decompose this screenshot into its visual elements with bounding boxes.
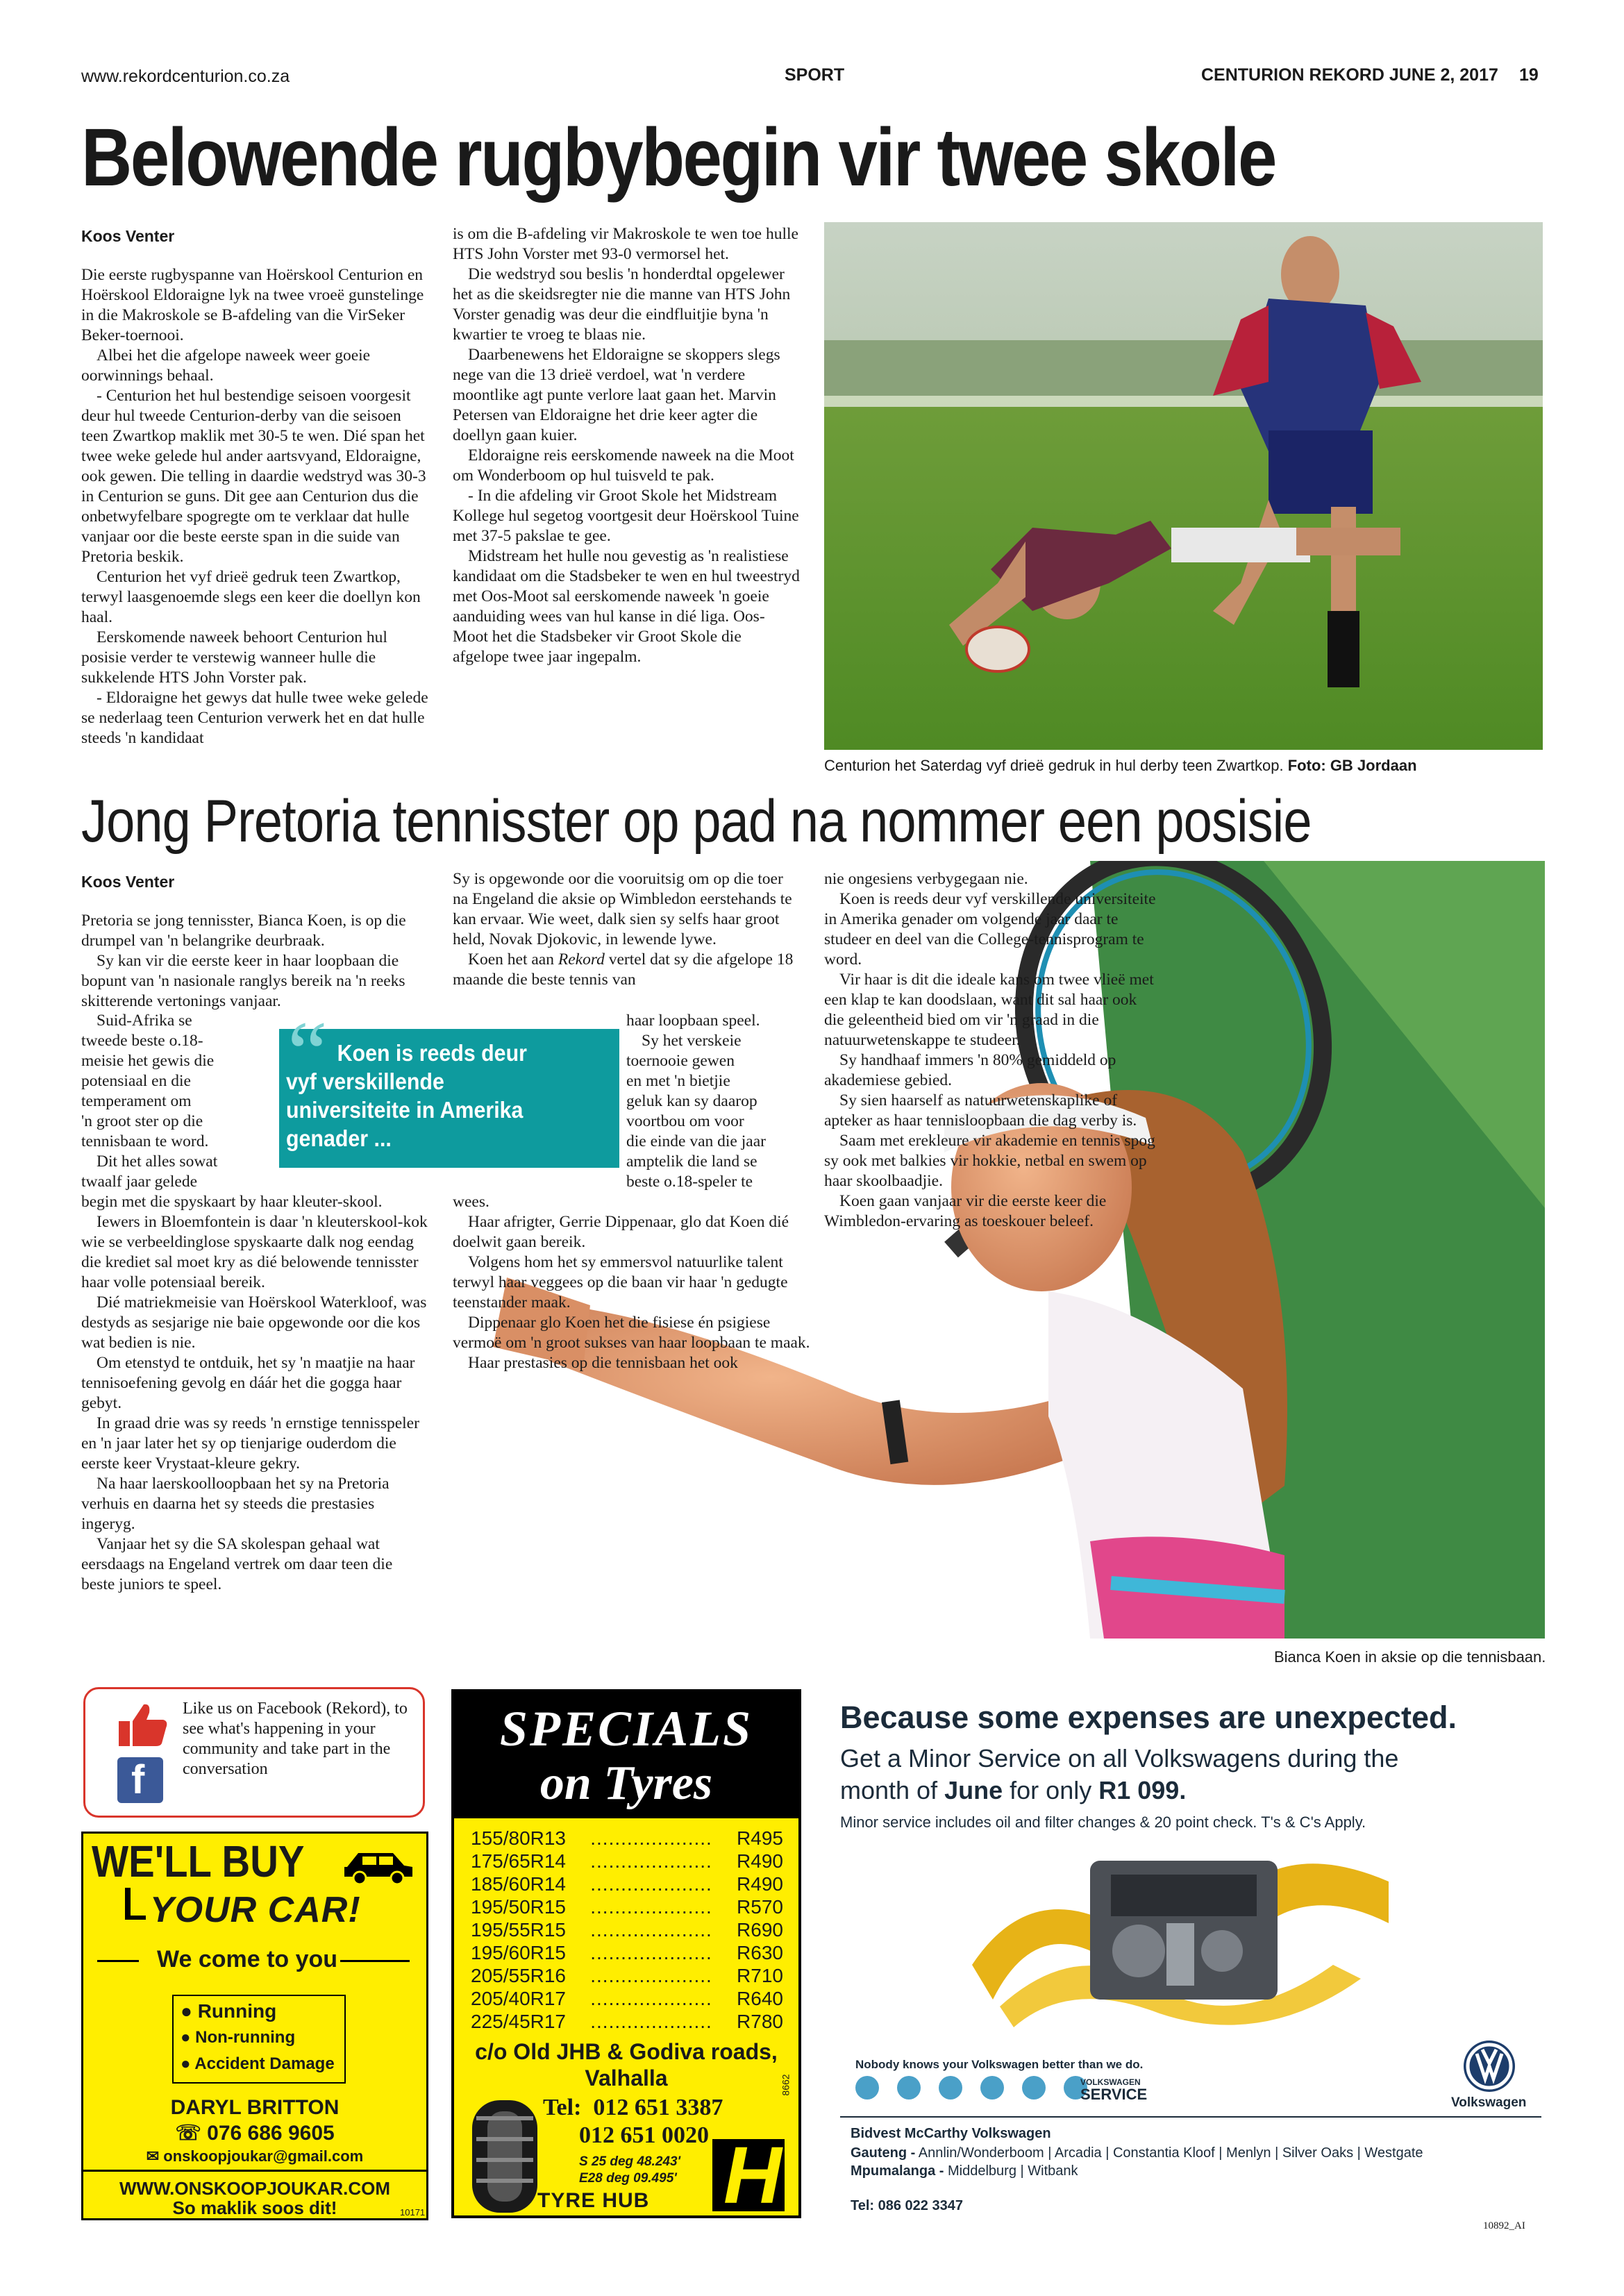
line: tweede beste o.18- bbox=[81, 1032, 203, 1050]
tyres-title-2: on Tyres bbox=[539, 1757, 713, 1810]
tennis-photo-caption: Bianca Koen in aksie op die tennisbaan. bbox=[1274, 1648, 1546, 1666]
photo-credit: Foto: GB Jordaan bbox=[1287, 757, 1417, 774]
paragraph: Albei het die afgelope naweek weer goeie oorwinnings behaal. bbox=[81, 346, 371, 385]
tyre-icon bbox=[467, 2097, 543, 2215]
tyre-row: 195/50R15 .................... R570 bbox=[471, 1896, 783, 1918]
line: haar loopbaan speel. bbox=[626, 1012, 760, 1030]
paragraph: Sy handhaaf immers 'n 80% gemiddeld op akademiese gebied. bbox=[824, 1051, 1116, 1089]
buy-car-contact-name: DARYL BRITTON bbox=[170, 2096, 340, 2119]
section-label: SPORT bbox=[785, 65, 845, 85]
line: twaalf jaar gelede bbox=[81, 1173, 198, 1191]
article1-byline: Koos Venter bbox=[81, 227, 175, 245]
paragraph: wees. bbox=[453, 1193, 489, 1211]
tyres-address-1: c/o Old JHB & Godiva roads, bbox=[475, 2039, 778, 2064]
article2-column-2-narrow bbox=[626, 1011, 814, 1192]
facebook-box-text: Like us on Facebook (Rekord), to see what's happening in your community and take part in the conversation bbox=[183, 1700, 408, 1778]
bullet-item: ● Running bbox=[181, 2000, 277, 2022]
buy-car-bullets bbox=[172, 1995, 346, 2084]
vw-service-icons bbox=[855, 2076, 1105, 2103]
vw-tagline: Nobody knows your Volkswagen better than we do. bbox=[855, 2058, 1144, 2071]
pull-quote bbox=[279, 1003, 619, 1168]
buy-car-website[interactable]: WWW.ONSKOOPJOUKAR.COM bbox=[119, 2178, 390, 2199]
paragraph: Vanjaar het sy die SA skolespan gehaal wat eersdaags na Engeland vertrek om daar teen die beste juniors te speel. bbox=[81, 1535, 393, 1593]
vw-phone[interactable]: Tel: 086 022 3347 bbox=[851, 2198, 963, 2213]
text-run: vertel dat sy die afgelope 18 maande die beste tennis van bbox=[453, 950, 794, 989]
publication-date: CENTURION REKORD JUNE 2, 2017 bbox=[1201, 65, 1498, 85]
buy-car-email[interactable]: ✉ onskoopjoukar@gmail.com bbox=[146, 2147, 364, 2165]
line: die einde van die jaar bbox=[626, 1132, 766, 1150]
tyre-row: 195/55R15 .................... R690 bbox=[471, 1919, 783, 1941]
tyres-address-2: Valhalla bbox=[585, 2065, 668, 2090]
article2-column-2-top bbox=[453, 869, 800, 990]
volkswagen-logo bbox=[1462, 2038, 1517, 2094]
paragraph: Dié matriekmeisie van Hoërskool Waterkloof, was destyds as sesjarige nie baie opgewonde oor die kos wat bedien is nie. bbox=[81, 1293, 427, 1352]
bullet-item: ● Non-running bbox=[181, 2028, 296, 2047]
article2-column-2-rest bbox=[453, 1192, 814, 1373]
paragraph: Die wedstryd sou beslis 'n honderdtal opgelewer het as die skeidsregter nie die manne van HTS John Vorster genadig was deur die eindfluitjie byna 'n kwartier te vroeg te blaas nie. bbox=[453, 265, 791, 344]
buy-car-tagline: So maklik soos dit! bbox=[172, 2197, 337, 2218]
thumbs-up-icon bbox=[113, 1700, 169, 1749]
tyre-row: 185/60R14 .................... R490 bbox=[471, 1873, 783, 1895]
article2-column-3 bbox=[824, 869, 1157, 1232]
vw-small-print: Minor service includes oil and filter changes & 20 point check. T's & C's Apply. bbox=[840, 1813, 1366, 1831]
line: 'n groot ster op die bbox=[81, 1112, 203, 1130]
vw-sub-2: month of June for only R1 099. bbox=[840, 1776, 1187, 1804]
line: potensiaal en die bbox=[81, 1072, 191, 1090]
line: Dit het alles sowat bbox=[97, 1153, 218, 1171]
caption-text: Centurion het Saterdag vyf drieë gedruk in hul derby teen Zwartkop. bbox=[824, 757, 1284, 774]
paragraph: Haar afrigter, Gerrie Dippenaar, glo dat Koen dié doelwit gaan bereik. bbox=[453, 1213, 789, 1251]
line: Suid-Afrika se bbox=[97, 1012, 192, 1030]
article1-column-1 bbox=[81, 265, 428, 748]
line: geluk kan sy daarop bbox=[626, 1092, 757, 1110]
tyre-row: 195/60R15 .................... R630 bbox=[471, 1942, 783, 1963]
paragraph: Sy sien haarself as natuurwetenskaplike of apteker as haar tennisloopbaan die dag verby is. bbox=[824, 1091, 1137, 1130]
paragraph: Pretoria se jong tennisster, Bianca Koen, is op die drumpel van 'n belangrike deurbraak. bbox=[81, 912, 406, 950]
article2-headline: Jong Pretoria tennisster op pad na nommer een posisie bbox=[81, 788, 1312, 855]
paragraph: Vir haar is dit die ideale kans om twee vlieë met een klap te kan doodslaan, want dit sal haar ook die geleentheid bied om vir 'n graad in die natuurwetenskappe te studeer. bbox=[824, 971, 1154, 1049]
tyre-row: 155/80R13 .................... R495 bbox=[471, 1827, 783, 1849]
paragraph: Iewers in Bloemfontein is daar 'n kleuterskool-kok wie se verbeeldinglose spyskaarte dalk nog eendag die krediet sal moet kry as dié belowende tennisster haar volle potensiaal bereik. bbox=[81, 1213, 428, 1291]
tyre-hub-logo: H bbox=[710, 2136, 787, 2214]
tyre-row: 225/45R17 .................... R780 bbox=[471, 2011, 783, 2032]
rugby-photo-illustration bbox=[824, 222, 1543, 750]
article1-headline: Belowende rugbybegin vir twee skole bbox=[81, 112, 1275, 203]
paragraph: is om die B-afdeling vir Makroskole te wen toe hulle HTS John Vorster met 93-0 vermorsel het. bbox=[453, 225, 798, 263]
buy-car-phone[interactable]: ☏ 076 686 9605 bbox=[175, 2122, 335, 2145]
tyres-phone-1[interactable]: Tel: 012 651 3387 bbox=[543, 2095, 723, 2120]
line: toernooie gewen bbox=[626, 1052, 735, 1070]
paragraph bbox=[453, 950, 800, 990]
wrench-icon bbox=[897, 2076, 921, 2100]
paragraph: In graad drie was sy reeds 'n ernstige tennisspeler en 'n jaar later het sy op tienjarige ouderdom die eerste keer Vrystaat-kleure gekry. bbox=[81, 1414, 419, 1473]
line: temperament om bbox=[81, 1092, 192, 1110]
vw-dealer: Bidvest McCarthy Volkswagen bbox=[851, 2126, 1051, 2141]
vw-ref: 10892_AI bbox=[1483, 2220, 1525, 2231]
vw-mpumalanga-branches: Mpumalanga - Middelburg | Witbank bbox=[851, 2163, 1078, 2179]
tyres-ad bbox=[451, 1689, 801, 2218]
line: voortbou om voor bbox=[626, 1112, 744, 1130]
paragraph: Die eerste rugbyspanne van Hoërskool Centurion en Hoërskool Eldoraigne lyk na twee vroeë gunstelinge in die Makroskole se B-afdeling van die VirSeker Beker-toernooi. bbox=[81, 266, 424, 344]
buy-car-ref: 10171 bbox=[400, 2207, 426, 2218]
vw-engine-illustration bbox=[972, 1840, 1389, 2041]
paragraph: begin met die spyskaart by haar kleuter-skool. bbox=[81, 1193, 383, 1211]
article2-byline: Koos Venter bbox=[81, 873, 175, 891]
tyres-brand: TYRE HUB bbox=[537, 2189, 650, 2212]
vw-logo-text: Volkswagen bbox=[1451, 2095, 1527, 2110]
paragraph: Om etenstyd te ontduik, het sy 'n maatjie na haar tennisoefening gevolg en dáár het die gogga haar gebyt. bbox=[81, 1354, 415, 1412]
tyres-title-1: SPECIALS bbox=[499, 1701, 753, 1757]
tyres-price-list bbox=[471, 1827, 783, 2033]
bullet-item: ● Accident Damage bbox=[181, 2054, 335, 2073]
paragraph: Sy kan vir die eerste keer in haar loopbaan die bopunt van 'n nasionale ranglys bereik na 'n reeks skitterende vertonings vanjaar. bbox=[81, 952, 405, 1010]
buy-car-line1: WE'LL BUY bbox=[92, 1836, 305, 1886]
publication-name: Rekord bbox=[558, 950, 605, 969]
line: Sy het verskeie bbox=[642, 1032, 742, 1050]
vw-service-label-2: SERVICE bbox=[1080, 2086, 1148, 2103]
buy-car-line3: We come to you bbox=[157, 1946, 338, 1972]
paragraph: Daarbenewens het Eldoraigne se skoppers slegs nege van die 13 drieë verdoel, wat 'n verdere moontlike agt punte verlore laat gaan het. Marvin Petersen van Eldoraigne het drie keer agter die doellyn gaan kuier. bbox=[453, 346, 780, 444]
pull-quote-text: Koen is reeds deur vyf verskillende universiteite in Amerika genader ... bbox=[286, 1040, 527, 1151]
heart-icon bbox=[939, 2076, 962, 2100]
paragraph: Saam met erekleure vir akademie en tennis spog sy ook met balkies vir hokkie, netbal en swem op haar skoolbaadjie. bbox=[824, 1132, 1155, 1190]
tyre-row: 205/40R17 .................... R640 bbox=[471, 1988, 783, 2009]
facebook-icon[interactable]: f bbox=[117, 1757, 163, 1803]
buy-car-ad bbox=[81, 1832, 428, 2220]
paragraph: Midstream het hulle nou gevestig as 'n realistiese kandidaat om die Stadsbeker te wen en hul tweestryd met Oos-Moot sal eerskomende naweek 'n goeie aanduiding wees van hul kanse in dié liga. Oos-Moot het die Stadsbeker vir Groot Skole die afgelope twee jaar ingepalm. bbox=[453, 547, 800, 666]
line: beste o.18-speler te bbox=[626, 1173, 753, 1191]
tyres-coord-1: S 25 deg 48.243' bbox=[579, 2154, 681, 2169]
quote-mark-icon: “ bbox=[287, 1003, 328, 1103]
tyres-coord-2: E28 deg 09.495' bbox=[579, 2171, 677, 2186]
paragraph: Volgens hom het sy emmersvol natuurlike talent terwyl haar veggees op die baan vir haar 'n gedugte teenstander maak. bbox=[453, 1253, 788, 1312]
tyres-ref: 8662 bbox=[780, 2074, 792, 2096]
vw-sub-1: Get a Minor Service on all Volkswagens during the bbox=[840, 1744, 1399, 1773]
rugby-photo-caption bbox=[824, 757, 1417, 775]
buy-car-line2: YOUR CAR! bbox=[150, 1890, 361, 1930]
paragraph: Dippenaar glo Koen het die fisiese én psigiese vermoë om 'n groot sukses van haar loopbaan te maak. bbox=[453, 1314, 810, 1352]
paragraph: nie ongesiens verbygegaan nie. bbox=[824, 870, 1028, 888]
checkmark-icon bbox=[855, 2076, 879, 2100]
article1-column-2 bbox=[453, 224, 800, 667]
facebook-box[interactable] bbox=[83, 1687, 425, 1818]
article2-column-1-top bbox=[81, 911, 428, 1012]
page-number: 19 bbox=[1519, 65, 1539, 85]
paragraph: Koen is reeds deur vyf verskillende universiteite in Amerika genader om volgende jaar daar te studeer en deel van die College-tennisprogram te word. bbox=[824, 890, 1156, 969]
line: en met 'n bietjie bbox=[626, 1072, 730, 1090]
paragraph: Sy is opgewonde oor die vooruitsig om op die toer na Engeland die aksie op Wimbledon eerstehands te kan ervaar. Wie weet, dalk sien sy selfs haar groot held, Novak Djokovic, in lewende lywe. bbox=[453, 870, 792, 948]
paragraph: Centurion het vyf drieë gedruk teen Zwartkop, terwyl laasgenoemde slegs een keer die doellyn kon haal. bbox=[81, 568, 421, 626]
website-url[interactable]: www.rekordcenturion.co.za bbox=[81, 67, 290, 86]
line: meisie het gewis die bbox=[81, 1052, 215, 1070]
paragraph: Eerskomende naweek behoort Centurion hul posisie verder te verstewig wanneer hulle die sukkelende HTS John Vorster pak. bbox=[81, 628, 387, 687]
paragraph: Eldoraigne reis eerskomende naweek na die Moot om Wonderboom op hul tuisveld te pak. bbox=[453, 446, 794, 485]
line: amptelik die land se bbox=[626, 1153, 757, 1171]
tyre-row: 205/55R16 .................... R710 bbox=[471, 1965, 783, 1986]
article2-column-1-narrow bbox=[81, 1011, 283, 1192]
car-icon bbox=[980, 2076, 1004, 2100]
paragraph: Koen gaan vanjaar vir die eerste keer die Wimbledon-ervaring as toeskouer beleef. bbox=[824, 1192, 1107, 1230]
text-run: Koen het aan bbox=[468, 950, 554, 969]
paragraph: Haar prestasies op die tennisbaan het ook bbox=[468, 1354, 738, 1372]
paragraph: - Eldoraigne het gewys dat hulle twee weke gelede se nederlaag teen Centurion verwerk het en dat hulle steeds 'n kandidaat bbox=[81, 689, 428, 747]
line: tennisbaan te word. bbox=[81, 1132, 209, 1150]
vw-gauteng-branches: Gauteng - Annlin/Wonderboom | Arcadia | Constantia Kloof | Menlyn | Silver Oaks | Westgate bbox=[851, 2145, 1423, 2161]
rugby-photo bbox=[824, 222, 1543, 750]
car-icon bbox=[340, 1846, 417, 1885]
paragraph: - In die afdeling vir Groot Skole het Midstream Kollege hul segetog voortgesit deur Hoërskool Tuine met 37-5 pakslae te gee. bbox=[453, 487, 799, 545]
tyre-row: 175/65R14 .................... R490 bbox=[471, 1850, 783, 1872]
tyres-phone-2[interactable]: 012 651 0020 bbox=[579, 2122, 709, 2148]
paragraph: - Centurion het hul bestendige seisoen voorgesit deur hul tweede Centurion-derby van die seisoen teen Zwartkop maklik met 30-5 te wen. Dié span het twee weke gelede hul ander aartsvyand, Eldoraigne, ook gewen. Die telling in daardie wedstryd was 30-3 in Centurion se guns. Dit gee aan Centurion dus die onbetwyfelbare spogregte om te verklaar dat hulle vanjaar oor die beste eerste span in die suide van Pretoria beskik. bbox=[81, 387, 426, 566]
key-icon bbox=[1022, 2076, 1046, 2100]
paragraph: Na haar laerskoolloopbaan het sy na Pretoria verhuis en daarna het sy steeds die prestasies ingeryg. bbox=[81, 1475, 390, 1533]
vw-service-label-1: VOLKSWAGEN bbox=[1080, 2077, 1141, 2087]
vw-headline: Because some expenses are unexpected. bbox=[840, 1700, 1457, 1735]
article2-column-1-rest bbox=[81, 1192, 428, 1595]
